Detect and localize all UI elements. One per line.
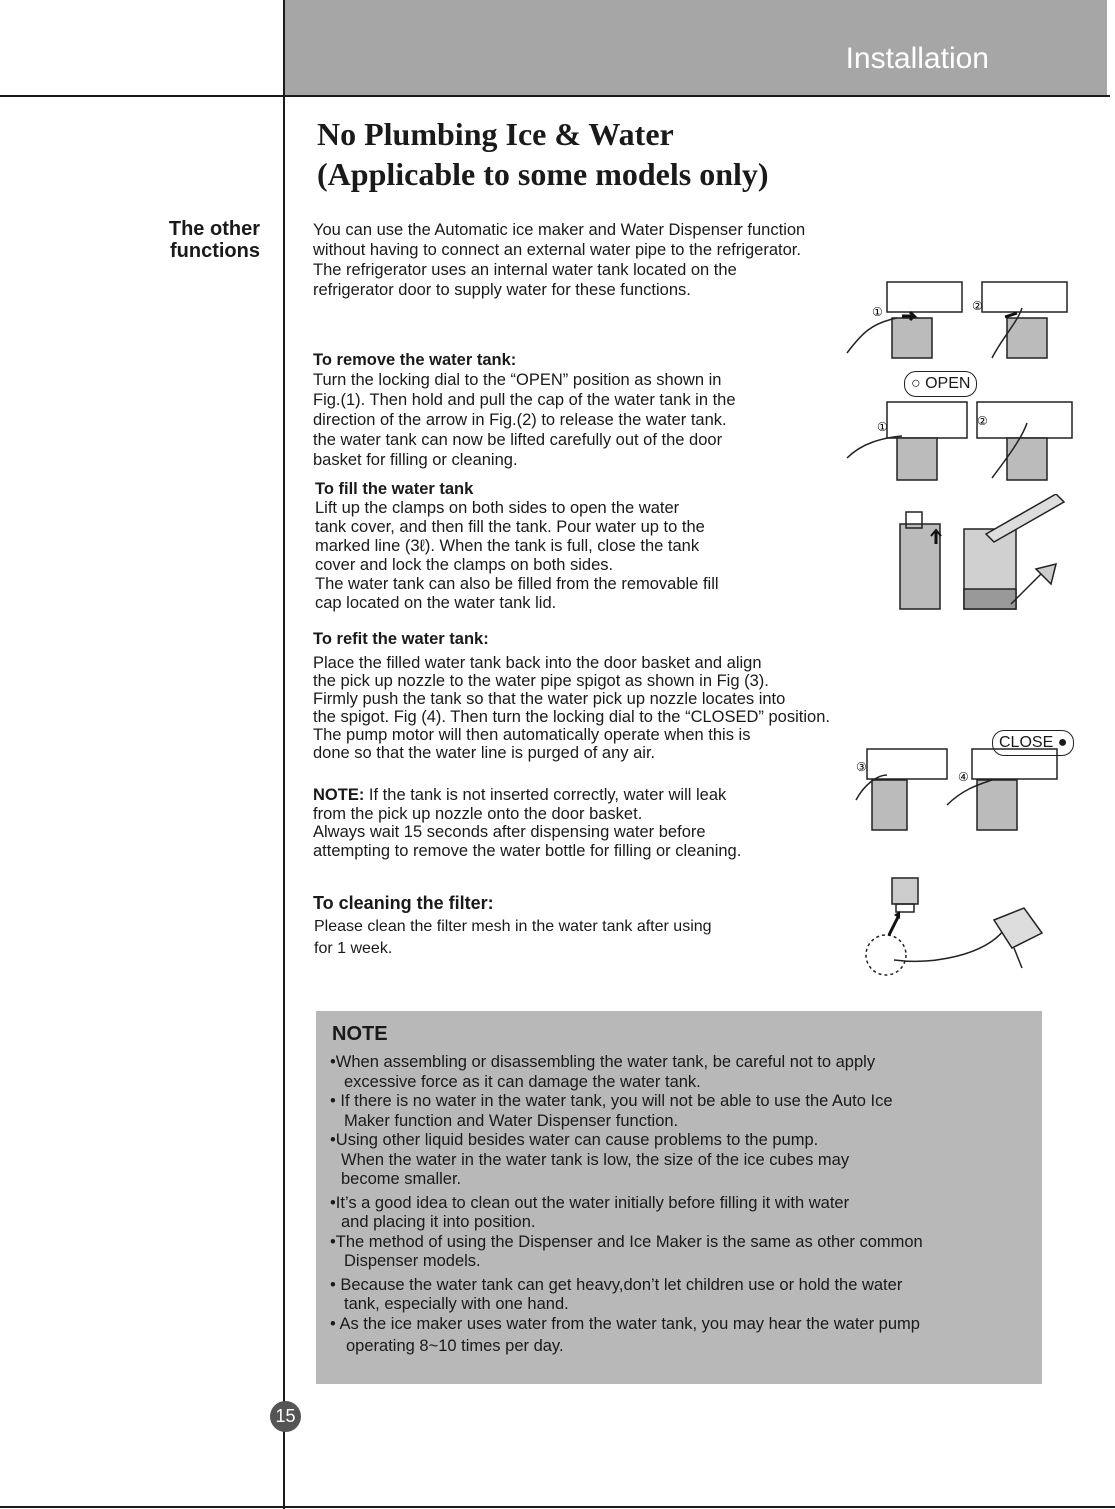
note-item — [330, 1131, 923, 1190]
close-label-text: CLOSE — [999, 734, 1054, 751]
note-box — [316, 1011, 1042, 1384]
note-item-line: become smaller. — [341, 1170, 462, 1188]
refit-tank-heading: To refit the water tank: — [313, 630, 489, 648]
cleaning-line: Please clean the filter mesh in the water tank after using — [314, 918, 712, 935]
fill-tank-figure — [896, 494, 1066, 614]
remove-tank-figure-top — [842, 278, 1072, 364]
leak-note — [313, 786, 741, 860]
note-item-line: • Because the water tank can get heavy,don’t let children use or hold the water — [330, 1275, 903, 1294]
refit-tank-line: the pick up nozzle to the water pipe spigot as shown in Fig (3). — [313, 672, 769, 690]
fill-tank-line: tank cover, and then fill the tank. Pour water up to the — [315, 518, 705, 536]
section-title: Installation — [845, 42, 989, 75]
note-item-line: tank, especially with one hand. — [344, 1295, 569, 1313]
intro-line: You can use the Automatic ice maker and Water Dispenser function — [313, 221, 806, 239]
header-rule — [0, 95, 1110, 97]
open-label-text: OPEN — [925, 375, 971, 392]
refit-tank-line: The pump motor will then automatically operate when this is — [313, 726, 751, 744]
note-item-line: •It’s a good idea to clean out the water initially before filling it with water — [330, 1193, 850, 1212]
note-item — [330, 1194, 923, 1233]
header-band — [285, 0, 1107, 96]
remove-tank-line: Turn the locking dial to the “OPEN” position as shown in — [313, 371, 722, 389]
remove-tank-figure-bottom — [842, 398, 1076, 482]
refit-tank-line: Place the filled water tank back into the door basket and align — [313, 654, 762, 672]
open-label: ○ OPEN — [904, 371, 977, 397]
step-2-marker: ② — [972, 299, 983, 313]
page-number: 15 — [270, 1401, 301, 1432]
page-title-line1: No Plumbing Ice & Water — [317, 116, 674, 152]
cleaning-section — [314, 916, 712, 960]
fill-tank-section — [315, 479, 719, 613]
intro-line: without having to connect an external water pipe to the refrigerator. — [313, 241, 801, 259]
leak-note-label: NOTE: — [313, 786, 365, 804]
leak-note-line: from the pick up nozzle onto the door basket. — [313, 804, 643, 823]
cleaning-line: for 1 week. — [314, 940, 393, 957]
fill-tank-line: The water tank can also be filled from the removable fill — [315, 575, 719, 593]
note-item — [330, 1276, 923, 1315]
step-4-marker: ④ — [958, 770, 969, 784]
sidebar-label-line2: functions — [170, 240, 260, 262]
refit-tank-figure — [852, 745, 1064, 833]
note-item-line: Maker function and Water Dispenser function. — [344, 1111, 679, 1130]
intro-line: The refrigerator uses an internal water tank located on the — [313, 261, 737, 279]
refit-tank-line: the spigot. Fig (4). Then turn the locking dial to the “CLOSED” position. — [313, 708, 830, 726]
leak-note-line: attempting to remove the water bottle for filling or cleaning. — [313, 841, 742, 860]
step-3-marker: ③ — [856, 760, 867, 774]
note-item — [330, 1092, 923, 1131]
note-list — [330, 1053, 923, 1357]
step-1-marker: ① — [877, 420, 888, 434]
note-item-line: and placing it into position. — [341, 1213, 536, 1231]
leak-note-first-line: If the tank is not inserted correctly, water will leak — [364, 786, 727, 804]
note-box-title: NOTE — [332, 1023, 388, 1045]
fill-tank-line: cover and lock the clamps on both sides. — [315, 556, 614, 574]
close-label: CLOSE ● — [992, 730, 1074, 756]
margin-rule — [283, 0, 285, 1509]
fill-tank-heading: To fill the water tank — [315, 480, 474, 498]
page-title — [317, 114, 769, 194]
note-item-line: operating 8~10 times per day. — [346, 1337, 564, 1355]
fill-tank-line: Lift up the clamps on both sides to open the water — [315, 499, 680, 517]
remove-tank-line: basket for filling or cleaning. — [313, 451, 518, 469]
note-item-line: • As the ice maker uses water from the water tank, you may hear the water pump — [330, 1314, 920, 1333]
remove-tank-line: Fig.(1). Then hold and pull the cap of the water tank in the — [313, 391, 736, 409]
note-item-line: Dispenser models. — [344, 1252, 481, 1270]
note-item-line: •When assembling or disassembling the water tank, be careful not to apply — [330, 1053, 876, 1071]
leak-note-line: Always wait 15 seconds after dispensing water before — [313, 823, 706, 841]
refit-tank-line: Firmly push the tank so that the water pick up nozzle locates into — [313, 690, 786, 708]
footer-rule — [0, 1506, 1115, 1508]
remove-tank-section — [313, 350, 736, 470]
refit-tank-section — [313, 654, 830, 762]
note-item — [330, 1315, 923, 1357]
intro-paragraph — [313, 220, 805, 300]
note-item-line: •The method of using the Dispenser and Ice Maker is the same as other common — [330, 1232, 923, 1251]
remove-tank-line: direction of the arrow in Fig.(2) to release the water tank. — [313, 411, 727, 429]
intro-line: refrigerator door to supply water for these functions. — [313, 281, 691, 299]
note-item-line: excessive force as it can damage the water tank. — [344, 1072, 701, 1091]
fill-tank-line: marked line (3ℓ). When the tank is full, close the tank — [315, 537, 700, 555]
filter-figure — [864, 870, 1048, 980]
remove-tank-heading: To remove the water tank: — [313, 351, 517, 369]
sidebar-label — [60, 218, 260, 262]
cleaning-heading: To cleaning the filter: — [313, 893, 494, 913]
step-2-marker: ② — [977, 414, 988, 428]
fill-tank-line: cap located on the water tank lid. — [315, 594, 557, 612]
refit-tank-line: done so that the water line is purged of any air. — [313, 744, 656, 762]
note-item — [330, 1233, 923, 1272]
page-title-line2: (Applicable to some models only) — [317, 156, 769, 192]
remove-tank-line: the water tank can now be lifted carefully out of the door — [313, 431, 723, 449]
note-item-line: •Using other liquid besides water can cause problems to the pump. — [330, 1131, 819, 1149]
note-item-line: When the water in the water tank is low, the size of the ice cubes may — [341, 1150, 850, 1169]
sidebar-label-line1: The other — [168, 218, 260, 240]
step-1-marker: ① — [872, 305, 883, 319]
note-item — [330, 1053, 923, 1092]
note-item-line: • If there is no water in the water tank, you will not be able to use the Auto Ice — [330, 1092, 893, 1110]
